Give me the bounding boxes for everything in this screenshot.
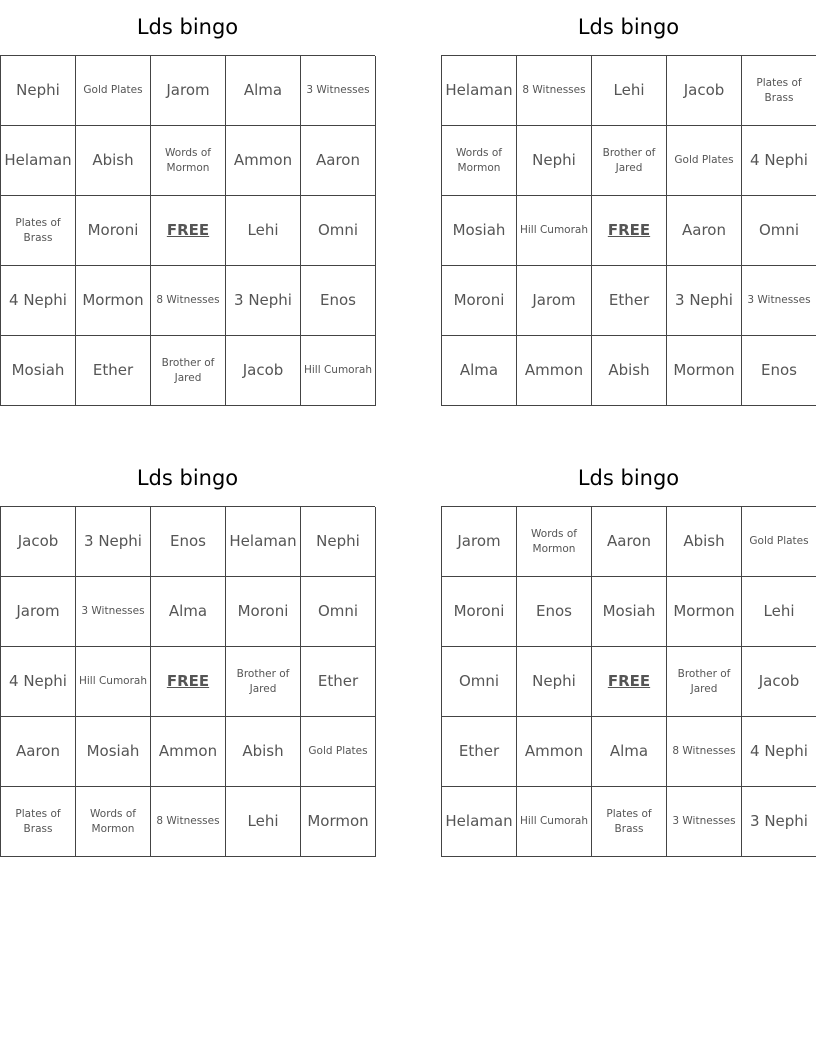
bingo-cell: Moroni bbox=[226, 577, 301, 647]
bingo-cell: 3 Witnesses bbox=[76, 577, 151, 647]
bingo-cell: Plates of Brass bbox=[1, 787, 76, 857]
bingo-cell: 3 Nephi bbox=[667, 266, 742, 336]
bingo-cell: Mosiah bbox=[76, 717, 151, 787]
bingo-cell: Hill Cumorah bbox=[301, 336, 376, 406]
bingo-cell: Gold Plates bbox=[301, 717, 376, 787]
bingo-grid bbox=[0, 55, 375, 406]
bingo-cell: Abish bbox=[667, 507, 742, 577]
bingo-cell: Abish bbox=[76, 126, 151, 196]
bingo-cell: Omni bbox=[742, 196, 816, 266]
bingo-cell: Mosiah bbox=[442, 196, 517, 266]
bingo-cell: Lehi bbox=[592, 56, 667, 126]
bingo-cell: Helaman bbox=[1, 126, 76, 196]
bingo-cell: Enos bbox=[517, 577, 592, 647]
free-cell: FREE bbox=[592, 196, 667, 266]
bingo-cell: Gold Plates bbox=[76, 56, 151, 126]
bingo-cell: Brother of Jared bbox=[592, 126, 667, 196]
bingo-cell: Enos bbox=[151, 507, 226, 577]
bingo-cell: Mormon bbox=[667, 577, 742, 647]
bingo-cell: Ammon bbox=[517, 336, 592, 406]
bingo-cell: Lehi bbox=[742, 577, 816, 647]
bingo-cell: 3 Witnesses bbox=[301, 56, 376, 126]
bingo-cell: 3 Witnesses bbox=[742, 266, 816, 336]
free-cell: FREE bbox=[151, 647, 226, 717]
bingo-cell: Helaman bbox=[442, 56, 517, 126]
bingo-cell: 4 Nephi bbox=[1, 647, 76, 717]
bingo-cell: Mormon bbox=[301, 787, 376, 857]
bingo-cell: Mormon bbox=[667, 336, 742, 406]
bingo-cell: 3 Nephi bbox=[226, 266, 301, 336]
bingo-cell: Jacob bbox=[1, 507, 76, 577]
bingo-cell: Ether bbox=[76, 336, 151, 406]
bingo-cell: 8 Witnesses bbox=[667, 717, 742, 787]
bingo-grid bbox=[441, 55, 816, 406]
bingo-cell: Helaman bbox=[442, 787, 517, 857]
bingo-cell: 8 Witnesses bbox=[151, 266, 226, 336]
bingo-cell: Moroni bbox=[442, 577, 517, 647]
bingo-cell: Ammon bbox=[226, 126, 301, 196]
bingo-cell: 3 Nephi bbox=[742, 787, 816, 857]
bingo-cell: Mosiah bbox=[1, 336, 76, 406]
bingo-cell: 4 Nephi bbox=[1, 266, 76, 336]
free-cell: FREE bbox=[151, 196, 226, 266]
bingo-cell: Jarom bbox=[442, 507, 517, 577]
bingo-cell: Aaron bbox=[667, 196, 742, 266]
bingo-cell: Ether bbox=[301, 647, 376, 717]
bingo-cell: Alma bbox=[592, 717, 667, 787]
bingo-cell: Ether bbox=[592, 266, 667, 336]
card-title: Lds bingo bbox=[136, 466, 239, 490]
bingo-cell: Nephi bbox=[517, 647, 592, 717]
bingo-cell: Hill Cumorah bbox=[76, 647, 151, 717]
bingo-card-3 bbox=[0, 451, 375, 857]
bingo-cell: Enos bbox=[301, 266, 376, 336]
bingo-cell: Alma bbox=[226, 56, 301, 126]
bingo-cell: Words of Mormon bbox=[151, 126, 226, 196]
bingo-card-4 bbox=[441, 451, 816, 857]
bingo-cell: 4 Nephi bbox=[742, 717, 816, 787]
bingo-cell: Plates of Brass bbox=[1, 196, 76, 266]
bingo-cell: Omni bbox=[301, 196, 376, 266]
card-title: Lds bingo bbox=[136, 15, 239, 39]
bingo-cell: Ether bbox=[442, 717, 517, 787]
bingo-cell: Ammon bbox=[151, 717, 226, 787]
bingo-cell: Abish bbox=[592, 336, 667, 406]
bingo-card-2 bbox=[441, 0, 816, 406]
bingo-cell: Nephi bbox=[301, 507, 376, 577]
bingo-cell: Alma bbox=[151, 577, 226, 647]
bingo-cell: Brother of Jared bbox=[151, 336, 226, 406]
bingo-cell: Plates of Brass bbox=[592, 787, 667, 857]
bingo-card-1 bbox=[0, 0, 375, 406]
bingo-cell: Omni bbox=[442, 647, 517, 717]
bingo-grid bbox=[441, 506, 816, 857]
bingo-cell: Gold Plates bbox=[742, 507, 816, 577]
bingo-cell: Nephi bbox=[517, 126, 592, 196]
bingo-cell: Lehi bbox=[226, 196, 301, 266]
bingo-cell: Jacob bbox=[226, 336, 301, 406]
bingo-cell: Enos bbox=[742, 336, 816, 406]
card-title: Lds bingo bbox=[577, 466, 680, 490]
bingo-cell: Aaron bbox=[592, 507, 667, 577]
bingo-cell: 8 Witnesses bbox=[517, 56, 592, 126]
bingo-cell: Helaman bbox=[226, 507, 301, 577]
bingo-grid bbox=[0, 506, 375, 857]
bingo-cell: 3 Witnesses bbox=[667, 787, 742, 857]
bingo-cell: Words of Mormon bbox=[442, 126, 517, 196]
bingo-cell: Moroni bbox=[442, 266, 517, 336]
bingo-cell: Hill Cumorah bbox=[517, 196, 592, 266]
bingo-cell: Jacob bbox=[742, 647, 816, 717]
bingo-cell: Omni bbox=[301, 577, 376, 647]
free-cell: FREE bbox=[592, 647, 667, 717]
bingo-cell: Hill Cumorah bbox=[517, 787, 592, 857]
bingo-cell: Ammon bbox=[517, 717, 592, 787]
bingo-cell: Words of Mormon bbox=[76, 787, 151, 857]
bingo-cell: Mormon bbox=[76, 266, 151, 336]
bingo-cell: Lehi bbox=[226, 787, 301, 857]
bingo-cell: Words of Mormon bbox=[517, 507, 592, 577]
bingo-cell: Brother of Jared bbox=[226, 647, 301, 717]
bingo-cell: Abish bbox=[226, 717, 301, 787]
bingo-cell: Jarom bbox=[517, 266, 592, 336]
bingo-cell: Plates of Brass bbox=[742, 56, 816, 126]
bingo-cell: Mosiah bbox=[592, 577, 667, 647]
bingo-cell: Gold Plates bbox=[667, 126, 742, 196]
bingo-cell: Nephi bbox=[1, 56, 76, 126]
bingo-cell: 8 Witnesses bbox=[151, 787, 226, 857]
bingo-cell: Alma bbox=[442, 336, 517, 406]
bingo-cell: Brother of Jared bbox=[667, 647, 742, 717]
bingo-cell: Jacob bbox=[667, 56, 742, 126]
bingo-cell: Aaron bbox=[301, 126, 376, 196]
bingo-cell: Jarom bbox=[1, 577, 76, 647]
card-title: Lds bingo bbox=[577, 15, 680, 39]
bingo-cell: Jarom bbox=[151, 56, 226, 126]
bingo-cell: Aaron bbox=[1, 717, 76, 787]
bingo-cell: 4 Nephi bbox=[742, 126, 816, 196]
bingo-cell: Moroni bbox=[76, 196, 151, 266]
bingo-cell: 3 Nephi bbox=[76, 507, 151, 577]
